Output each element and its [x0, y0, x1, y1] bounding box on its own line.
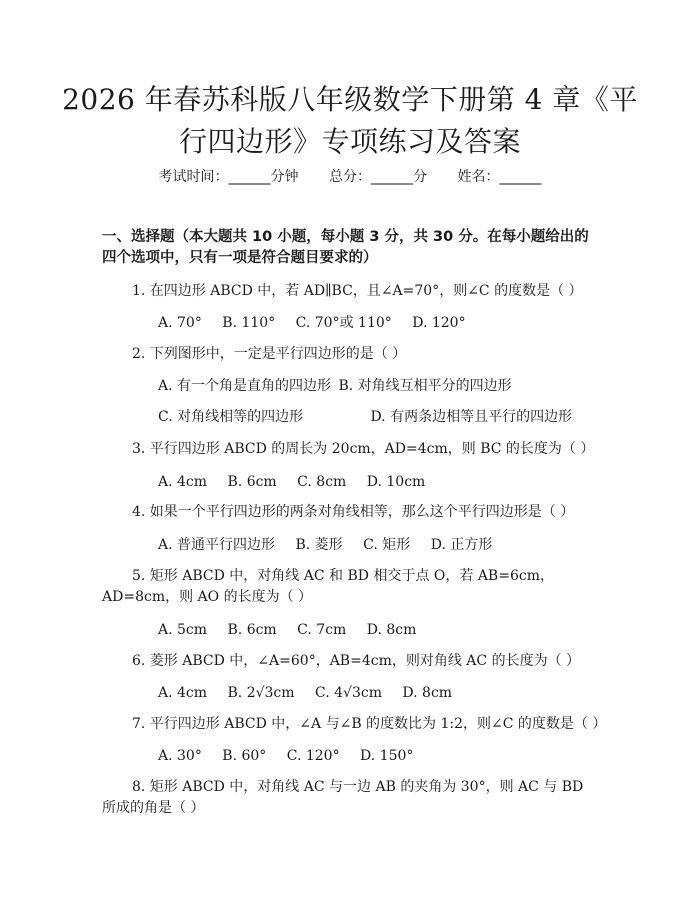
section-heading: 一、选择题（本大题共 10 小题，每小题 3 分，共 30 分。在每小题给出的四个选项中，只有一项是符合题目要求的）: [102, 229, 589, 266]
question-options: [158, 683, 468, 703]
option: A. 4cm: [158, 685, 208, 701]
question-stem: 2. 下列图形中，一定是平行四边形的是（ ）: [132, 346, 407, 362]
question-options: [158, 407, 588, 427]
question-stem: 5. 矩形 ABCD 中，对角线 AC 和 BD 相交于点 O，若 AB=6cm，AD=8cm，则 AO 的长度为（ ）: [102, 568, 554, 605]
student-name-field: 姓名：______: [457, 169, 542, 185]
option: D. 8cm: [366, 622, 417, 638]
question-options: [158, 620, 432, 640]
question-stem: 1. 在四边形 ABCD 中，若 AD∥BC，且∠A=70°，则∠C 的度数是（ ）: [132, 283, 583, 299]
total-score-field: 总分：______分: [329, 169, 427, 185]
option: A. 4cm: [158, 474, 208, 490]
option: D. 150°: [360, 748, 414, 764]
question-stem: 4. 如果一个平行四边形的两条对角线相等，那么这个平行四边形是（ ）: [132, 504, 575, 520]
document-title: 2026 年春苏科版八年级数学下册第 4 章《平行四边形》专项练习及答案: [62, 83, 638, 158]
question-stem: 8. 矩形 ABCD 中，对角线 AC 与一边 AB 的夹角为 30°，则 AC 与 BD 所成的角是（ ）: [102, 779, 584, 816]
option: C. 8cm: [297, 474, 347, 490]
question-options: [158, 313, 482, 333]
question-stem: 7. 平行四边形 ABCD 中，∠A 与∠B 的度数比为 1:2，则∠C 的度数是（ ）: [132, 716, 607, 732]
option: A. 70°: [158, 315, 202, 331]
option: D. 正方形: [430, 537, 493, 553]
option: B. 2√3cm: [227, 685, 295, 701]
option: B. 菱形: [295, 537, 343, 553]
question-options: [158, 376, 528, 396]
option: A. 普通平行四边形: [158, 537, 276, 553]
option: A. 有一个角是直角的四边形: [158, 378, 332, 394]
option: C. 4√3cm: [315, 685, 382, 701]
option: C. 7cm: [297, 622, 347, 638]
option: B. 6cm: [227, 622, 277, 638]
option: C. 矩形: [363, 537, 411, 553]
option: A. 5cm: [158, 622, 208, 638]
option: A. 30°: [158, 748, 202, 764]
option: B. 6cm: [227, 474, 277, 490]
option: B. 110°: [222, 315, 276, 331]
option: C. 70°或 110°: [295, 315, 392, 331]
option: D. 120°: [412, 315, 466, 331]
option: C. 120°: [286, 748, 340, 764]
question-stem: 6. 菱形 ABCD 中，∠A=60°，AB=4cm，则对角线 AC 的长度为（ ）: [132, 653, 581, 669]
exam-meta: [0, 167, 700, 187]
option: D. 10cm: [366, 474, 426, 490]
option: B. 对角线互相平分的四边形: [338, 378, 512, 394]
question-stem: 3. 平行四边形 ABCD 的周长为 20cm，AD=4cm，则 BC 的长度为（ ）: [132, 441, 595, 457]
question-options: [158, 535, 508, 555]
option: C. 对角线相等的四边形: [158, 409, 304, 425]
exam-time-field: 考试时间：______分钟: [158, 169, 299, 185]
question-options: [158, 746, 429, 766]
option: D. 8cm: [402, 685, 453, 701]
option: B. 60°: [222, 748, 267, 764]
question-options: [158, 472, 441, 492]
option: D. 有两条边相等且平行的四边形: [370, 409, 573, 425]
